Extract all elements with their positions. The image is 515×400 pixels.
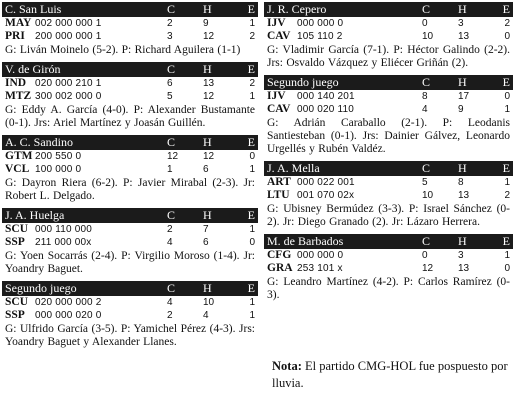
score-row (2, 77, 258, 90)
game-header (264, 2, 513, 17)
runs-value: 4 (422, 104, 428, 115)
pitching-note: G: Dayron Riera (6-2). P: Javier Mirabal (2-3). Jr: Robert L. Delgado. (5, 177, 255, 202)
game-header (2, 2, 258, 17)
errors-header: E (247, 2, 255, 16)
score-row (264, 176, 513, 189)
errors-value: 1 (249, 297, 255, 308)
runs-value: 4 (167, 237, 173, 248)
line-score: 000 000 0 (297, 18, 344, 29)
runs-header: C (167, 2, 176, 16)
team-abbr: PRI (5, 30, 25, 42)
team-abbr: CAV (267, 30, 291, 42)
team-abbr: SSP (5, 309, 25, 321)
errors-header: E (247, 135, 255, 149)
errors-value: 0 (504, 91, 510, 102)
hits-value: 12 (203, 151, 215, 162)
game-box (264, 161, 513, 229)
runs-header: C (422, 2, 431, 16)
hits-value: 6 (203, 237, 209, 248)
score-rows (264, 249, 513, 275)
score-row (2, 223, 258, 236)
team-abbr: IJV (267, 90, 286, 102)
hits-header: H (458, 234, 467, 248)
errors-header: E (502, 2, 510, 16)
score-rows (264, 176, 513, 202)
errors-value: 2 (249, 31, 255, 42)
game-box (2, 2, 258, 57)
game-box (2, 281, 258, 349)
team-abbr: GRA (267, 262, 293, 274)
line-score: 000 110 000 (35, 224, 93, 235)
score-row (264, 249, 513, 262)
team-abbr: CAV (267, 103, 291, 115)
game-header (2, 62, 258, 77)
left-column (2, 2, 258, 354)
score-row (264, 262, 513, 275)
runs-header: C (422, 161, 431, 175)
hits-header: H (203, 281, 212, 295)
game-header (2, 135, 258, 150)
team-abbr: SCU (5, 296, 29, 308)
stadium-name: Segundo juego (267, 75, 339, 89)
runs-header: C (167, 208, 176, 222)
errors-value: 0 (504, 263, 510, 274)
stadium-name: J. A. Mella (267, 161, 320, 175)
game-box (2, 62, 258, 130)
errors-value: 2 (504, 18, 510, 29)
pitching-note: G: Liván Moinelo (5-2). P: Richard Aguilera (1-1) (5, 44, 241, 56)
score-rows (264, 17, 513, 43)
team-abbr: SCU (5, 223, 29, 235)
score-rows (2, 150, 258, 176)
errors-header: E (247, 208, 255, 222)
errors-value: 1 (504, 250, 510, 261)
score-row (2, 309, 258, 322)
hits-value: 12 (203, 91, 215, 102)
hits-value: 7 (203, 224, 209, 235)
stadium-name: J. A. Huelga (5, 208, 65, 222)
stadium-name: C. San Luis (5, 2, 62, 16)
errors-value: 0 (249, 237, 255, 248)
score-row (264, 17, 513, 30)
runs-value: 0 (422, 250, 428, 261)
errors-value: 0 (249, 151, 255, 162)
pitching-note: G: Yoen Socarrás (2-4). P: Virgilio Moroso (1-4). Jr: Yoandry Baguet. (5, 250, 255, 275)
errors-value: 1 (504, 104, 510, 115)
hits-value: 12 (203, 31, 215, 42)
game-header (264, 75, 513, 90)
team-abbr: MTZ (5, 90, 32, 102)
hits-value: 13 (458, 31, 470, 42)
stadium-name: M. de Barbados (267, 234, 344, 248)
score-row (264, 189, 513, 202)
hits-header: H (203, 135, 212, 149)
runs-value: 12 (422, 263, 434, 274)
line-score: 300 002 000 0 (35, 91, 102, 102)
runs-value: 1 (167, 164, 173, 175)
errors-value: 1 (249, 164, 255, 175)
line-score: 000 000 020 0 (35, 310, 102, 321)
runs-value: 4 (167, 297, 173, 308)
runs-value: 10 (422, 31, 434, 42)
line-score: 020 000 210 1 (35, 78, 102, 89)
runs-header: C (167, 135, 176, 149)
team-abbr: IJV (267, 17, 286, 29)
errors-value: 1 (249, 18, 255, 29)
score-row (2, 30, 258, 43)
errors-value: 2 (249, 78, 255, 89)
hits-value: 8 (458, 177, 464, 188)
errors-value: 1 (249, 224, 255, 235)
runs-header: C (167, 281, 176, 295)
runs-value: 2 (167, 18, 173, 29)
line-score: 000 140 201 (297, 91, 355, 102)
errors-value: 0 (504, 31, 510, 42)
line-score: 000 022 001 (297, 177, 355, 188)
game-header (2, 208, 258, 223)
errors-header: E (502, 234, 510, 248)
runs-value: 2 (167, 310, 173, 321)
runs-value: 0 (422, 18, 428, 29)
hits-header: H (203, 62, 212, 76)
game-header (2, 281, 258, 296)
hits-value: 13 (458, 263, 470, 274)
game-box (2, 135, 258, 203)
hits-value: 6 (203, 164, 209, 175)
score-rows (264, 90, 513, 116)
line-score: 020 000 000 2 (35, 297, 102, 308)
game-box (264, 75, 513, 156)
game-box (264, 2, 513, 70)
team-abbr: SSP (5, 236, 25, 248)
errors-header: E (502, 161, 510, 175)
team-abbr: GTM (5, 150, 33, 162)
hits-value: 17 (458, 91, 470, 102)
line-score: 000 020 110 (297, 104, 355, 115)
errors-value: 1 (249, 91, 255, 102)
score-row (2, 296, 258, 309)
errors-value: 2 (504, 190, 510, 201)
score-rows (2, 223, 258, 249)
line-score: 200 000 000 1 (35, 31, 102, 42)
stadium-name: V. de Girón (5, 62, 61, 76)
score-row (2, 163, 258, 176)
score-row (264, 103, 513, 116)
game-box (2, 208, 258, 276)
footnote-text: El partido CMG-HOL fue pospuesto por lluvia. (272, 359, 508, 390)
runs-value: 5 (167, 91, 173, 102)
runs-value: 12 (167, 151, 179, 162)
score-rows (2, 77, 258, 103)
hits-value: 13 (203, 78, 215, 89)
pitching-note: G: Ubisney Bermúdez (3-3). P: Israel Sánchez (0-2). Jr: Diego Granado (2). Jr: Lázaro Herrera. (267, 203, 510, 228)
hits-value: 10 (203, 297, 215, 308)
errors-value: 1 (504, 177, 510, 188)
hits-header: H (203, 2, 212, 16)
score-rows (2, 17, 258, 43)
right-column (264, 2, 513, 307)
score-row (2, 17, 258, 30)
footnote-label: Nota: (272, 359, 302, 373)
pitching-note: G: Eddy A. García (4-0). P: Alexander Bustamante (0-1). Jrs: Ariel Martínez y Joasán Guillén. (5, 104, 255, 129)
hits-value: 4 (203, 310, 209, 321)
pitching-note: G: Adrián Caraballo (2-1). P: Leodanis Santiesteban (0-1). Jrs: Dainier Gálvez, Leonardo Urgellés y Rubén Valdéz. (267, 117, 510, 155)
line-score: 253 101 x (297, 263, 343, 274)
line-score: 105 110 2 (297, 31, 343, 42)
score-row (264, 30, 513, 43)
game-header (264, 161, 513, 176)
hits-header: H (203, 208, 212, 222)
team-abbr: MAY (5, 17, 32, 29)
hits-header: H (458, 161, 467, 175)
runs-header: C (167, 62, 176, 76)
score-row (264, 90, 513, 103)
line-score: 002 000 000 1 (35, 18, 102, 29)
line-score: 000 000 0 (297, 250, 344, 261)
runs-value: 5 (422, 177, 428, 188)
hits-value: 13 (458, 190, 470, 201)
score-row (2, 150, 258, 163)
stadium-name: J. R. Cepero (267, 2, 327, 16)
runs-header: C (422, 234, 431, 248)
score-row (2, 90, 258, 103)
team-abbr: VCL (5, 163, 30, 175)
stadium-name: Segundo juego (5, 281, 77, 295)
line-score: 211 000 00x (35, 237, 92, 248)
runs-value: 10 (422, 190, 434, 201)
runs-value: 2 (167, 224, 173, 235)
runs-value: 8 (422, 91, 428, 102)
runs-header: C (422, 75, 431, 89)
hits-value: 9 (203, 18, 209, 29)
errors-value: 1 (249, 310, 255, 321)
hits-header: H (458, 2, 467, 16)
line-score: 100 000 0 (35, 164, 82, 175)
hits-value: 3 (458, 18, 464, 29)
line-score: 001 070 02x (297, 190, 355, 201)
hits-value: 3 (458, 250, 464, 261)
errors-header: E (247, 62, 255, 76)
team-abbr: IND (5, 77, 27, 89)
game-box (264, 234, 513, 302)
game-header (264, 234, 513, 249)
team-abbr: LTU (267, 189, 290, 201)
pitching-note: G: Vladimir García (7-1). P: Héctor Galindo (2-2). Jrs: Osvaldo Vázquez y Eliécer Griñán (2). (267, 44, 510, 69)
runs-value: 6 (167, 78, 173, 89)
score-rows (2, 296, 258, 322)
pitching-note: G: Leandro Martínez (4-2). P: Carlos Ramírez (0-3). (267, 276, 510, 301)
errors-header: E (247, 281, 255, 295)
footnote (264, 358, 513, 392)
stadium-name: A. C. Sandino (5, 135, 74, 149)
line-score: 200 550 0 (35, 151, 82, 162)
hits-value: 9 (458, 104, 464, 115)
runs-value: 3 (167, 31, 173, 42)
team-abbr: CFG (267, 249, 292, 261)
team-abbr: ART (267, 176, 291, 188)
hits-header: H (458, 75, 467, 89)
pitching-note: G: Ulfrido García (3-5). P: Yamichel Pérez (4-3). Jrs: Yoandry Baguet y Alexander Llanes. (5, 323, 255, 348)
errors-header: E (502, 75, 510, 89)
score-row (2, 236, 258, 249)
